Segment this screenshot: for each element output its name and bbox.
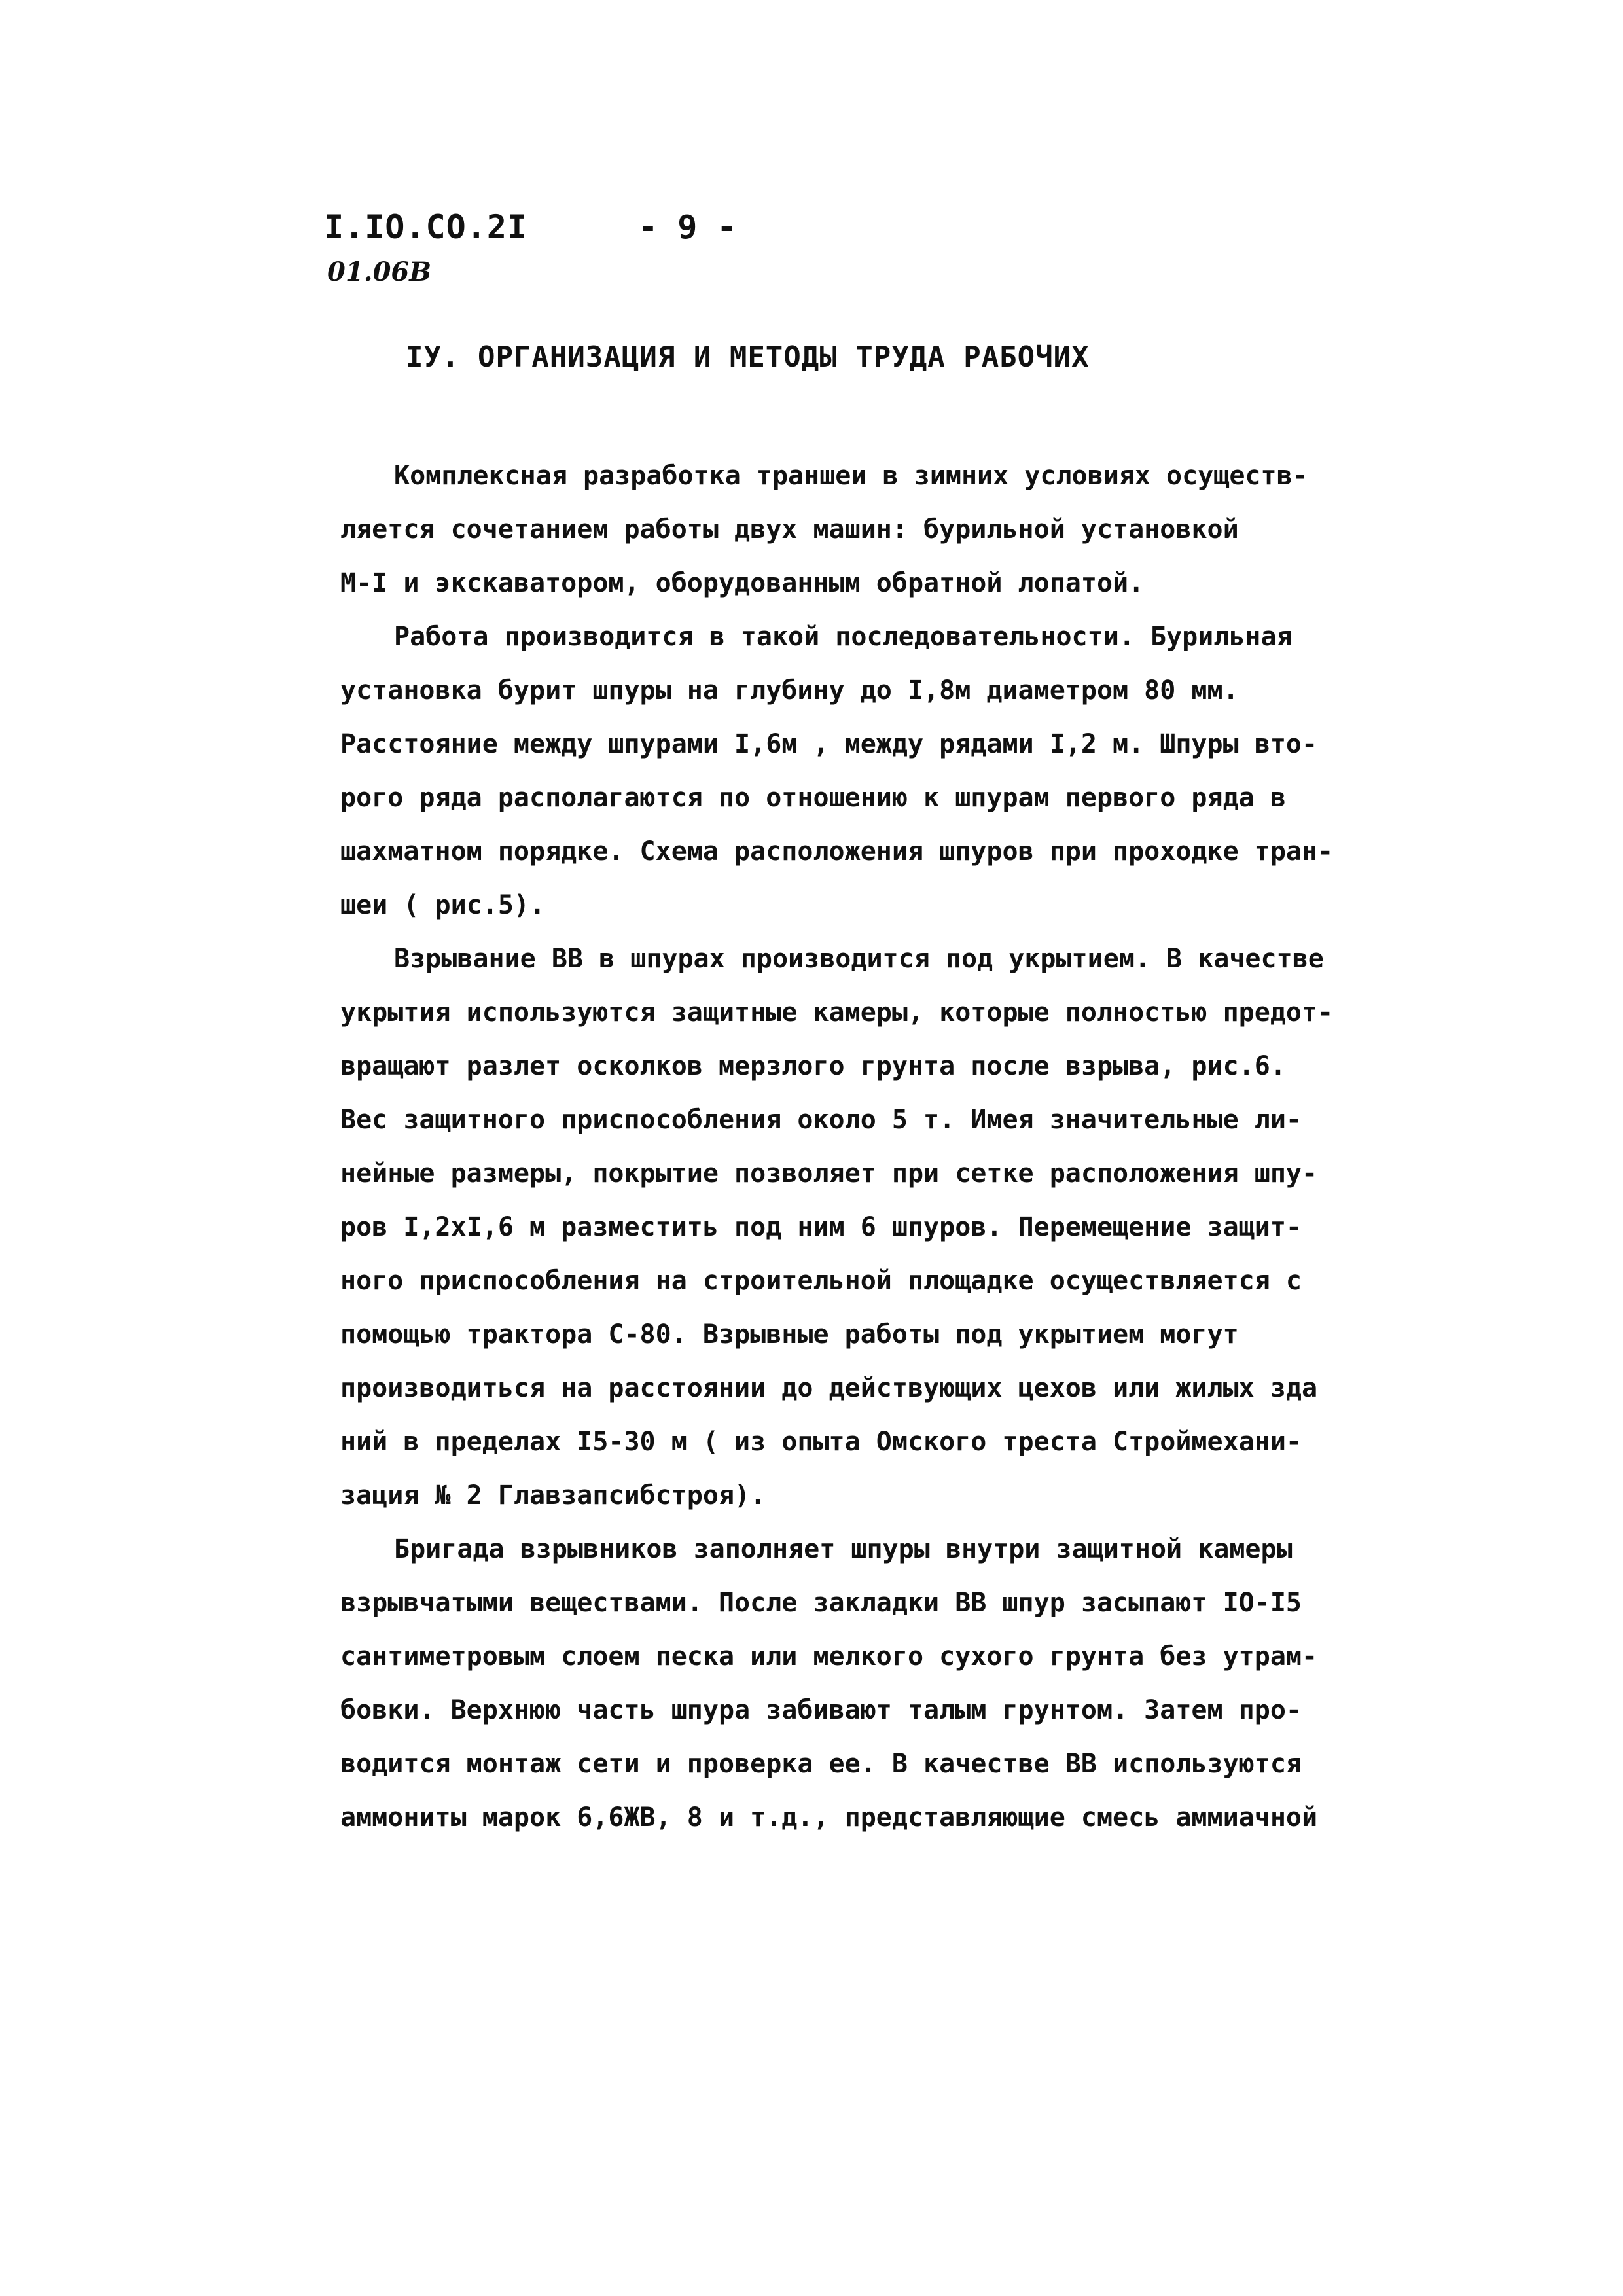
handwritten-note: 01.06B <box>327 257 432 287</box>
section-title: IУ. ОРГАНИЗАЦИЯ И МЕТОДЫ ТРУДА РАБОЧИХ <box>406 340 1090 374</box>
text-line: вращают разлет осколков мерзлого грунта после взрыва, рис.6. <box>340 1051 1286 1081</box>
text-line: ного приспособления на строительной площадке осуществляется с <box>340 1266 1302 1296</box>
text-line: нейные размеры, покрытие позволяет при сетке расположения шпу- <box>340 1158 1318 1189</box>
text-line: ляется сочетанием работы двух машин: бурильной установкой <box>340 514 1239 545</box>
text-line: сантиметровым слоем песка или мелкого сухого грунта без утрам- <box>340 1641 1318 1672</box>
text-line: укрытия используются защитные камеры, которые полностью предот- <box>340 997 1334 1028</box>
text-line: Вес защитного приспособления около 5 т. Имея значительные ли- <box>340 1105 1302 1135</box>
text-line: шеи ( рис.5). <box>340 890 546 920</box>
text-line: зация № 2 Главзапсибстроя). <box>340 1480 766 1511</box>
text-line: Комплексная разработка траншеи в зимних условиях осуществ- <box>394 461 1308 491</box>
page-number: - 9 - <box>638 208 737 246</box>
document-code: I.IO.CO.2I <box>324 208 528 246</box>
text-line: установка бурит шпуры на глубину до I,8м диаметром 80 мм. <box>340 675 1239 706</box>
text-line: бовки. Верхнюю часть шпура забивают талым грунтом. Затем про- <box>340 1695 1302 1725</box>
text-line: ров I,2xI,6 м разместить под ним 6 шпуров. Перемещение защит- <box>340 1212 1302 1242</box>
text-line: Расстояние между шпурами I,6м , между рядами I,2 м. Шпуры вто- <box>340 729 1318 759</box>
text-line: Бригада взрывников заполняет шпуры внутри защитной камеры <box>394 1534 1293 1564</box>
text-line: М-I и экскаватором, оборудованным обратной лопатой. <box>340 568 1145 598</box>
text-line: аммониты марок 6,6ЖВ, 8 и т.д., представляющие смесь аммиачной <box>340 1803 1318 1833</box>
text-line: водится монтаж сети и проверка ее. В качестве ВВ используются <box>340 1749 1302 1779</box>
text-line: Работа производится в такой последовательности. Бурильная <box>394 622 1293 652</box>
text-line: Взрывание ВВ в шпурах производится под укрытием. В качестве <box>394 944 1324 974</box>
text-line: шахматном порядке. Схема расположения шпуров при проходке тран- <box>340 836 1334 867</box>
text-line: ний в пределах I5-30 м ( из опыта Омского треста Строймехани- <box>340 1427 1302 1457</box>
body-text <box>340 449 1414 1844</box>
text-line: рого ряда располагаются по отношению к шпурам первого ряда в <box>340 783 1286 813</box>
text-line: помощью трактора С-80. Взрывные работы под укрытием могут <box>340 1319 1239 1350</box>
text-line: производиться на расстоянии до действующих цехов или жилых зда <box>340 1373 1318 1403</box>
text-line: взрывчатыми веществами. После закладки ВВ шпур засыпают IO-I5 <box>340 1588 1302 1618</box>
